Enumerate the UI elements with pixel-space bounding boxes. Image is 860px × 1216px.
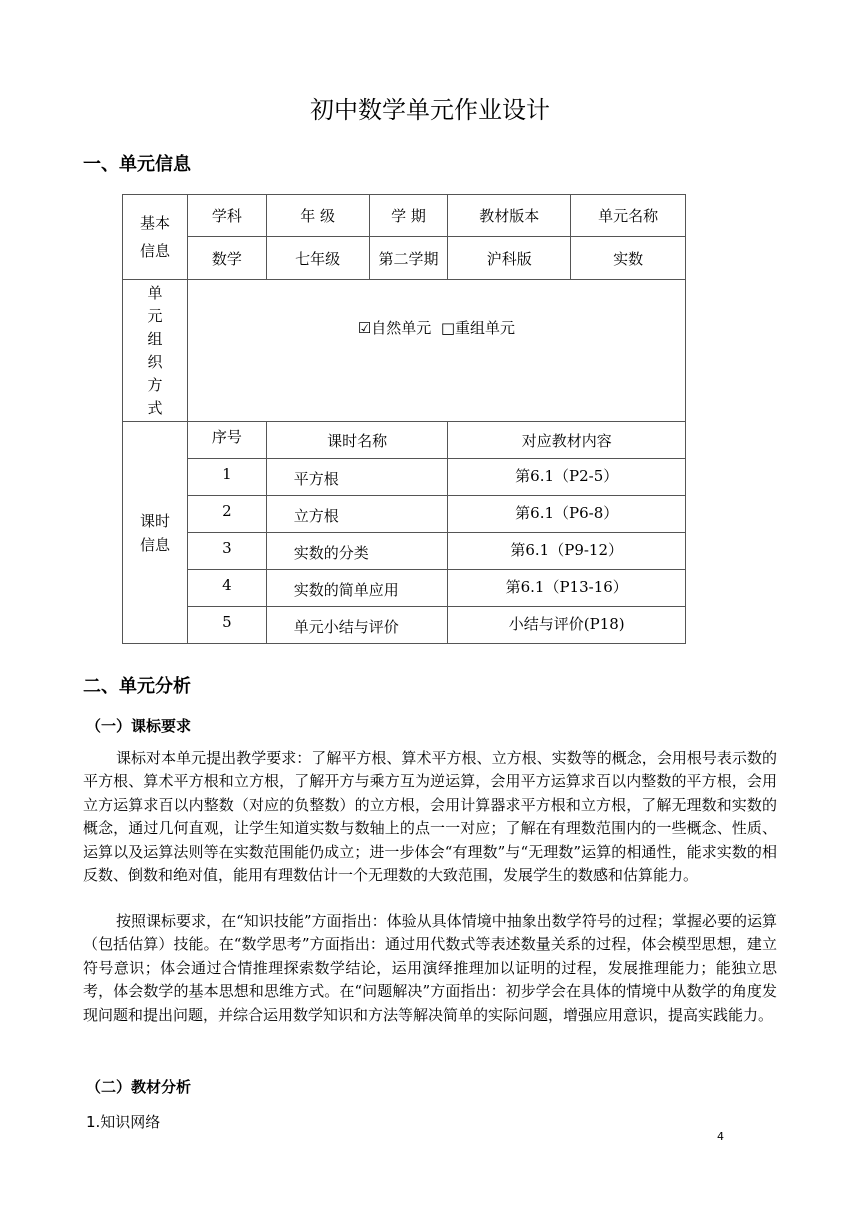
- header-index: 序号: [187, 422, 266, 459]
- lesson-name: 实数的简单应用: [266, 570, 448, 607]
- lesson-index: 3: [187, 533, 266, 570]
- lesson-index: 5: [187, 607, 266, 644]
- table-row: [123, 533, 686, 570]
- basic-info-label: 基本信息: [123, 195, 188, 280]
- natural-unit-checkbox[interactable]: ☑自然单元: [357, 319, 432, 337]
- header-lesson-name: 课时名称: [266, 422, 448, 459]
- subsection-heading-textbook-analysis: （二）教材分析: [86, 1078, 192, 1096]
- lesson-index: 4: [187, 570, 266, 607]
- header-textbook: 教材版本: [448, 195, 571, 237]
- knowledge-network-heading: 1.知识网络: [86, 1113, 161, 1131]
- value-semester: 第二学期: [369, 237, 448, 280]
- header-subject: 学科: [187, 195, 266, 237]
- header-unit-name: 单元名称: [571, 195, 686, 237]
- table-row: [123, 570, 686, 607]
- lesson-name: 实数的分类: [266, 533, 448, 570]
- header-textbook-content: 对应教材内容: [448, 422, 686, 459]
- value-grade: 七年级: [266, 237, 369, 280]
- subsection-heading-curriculum: （一）课标要求: [86, 717, 192, 735]
- org-options: [187, 280, 685, 422]
- value-unit-name: 实数: [571, 237, 686, 280]
- lesson-textbook: 第6.1（P6-8）: [448, 496, 686, 533]
- page-number: 4: [717, 1130, 724, 1143]
- lesson-textbook: 第6.1（P13-16）: [448, 570, 686, 607]
- section-heading-unit-info: 一、单元信息: [83, 154, 191, 175]
- lesson-info-label: 课时信息: [123, 422, 188, 644]
- unit-info-table: [122, 194, 686, 644]
- lesson-index: 2: [187, 496, 266, 533]
- lesson-name: 平方根: [266, 459, 448, 496]
- lesson-index: 1: [187, 459, 266, 496]
- org-label: 单元组织方式: [123, 280, 188, 422]
- table-row: [123, 459, 686, 496]
- lesson-textbook: 第6.1（P2-5）: [448, 459, 686, 496]
- header-grade: 年 级: [266, 195, 369, 237]
- curriculum-paragraph-2: 按照课标要求，在“知识技能”方面指出：体验从具体情境中抽象出数学符号的过程；掌握必要的运算（包括估算）技能。在“数学思考”方面指出：通过用代数式等表述数量关系的过程，体会模型思想，建立符号意识；体会通过合情推理探索数学结论，运用演绎推理加以证明的过程，发展推理能力；能独立思考，体会数学的基本思想和思维方式。在“问题解决”方面指出：初步学会在具体的情境中从数学的角度发现问题和提出问题，并综合运用数学知识和方法等解决简单的实际问题，增强应用意识，提高实践能力。: [83, 912, 777, 1024]
- page-title: 初中数学单元作业设计: [310, 96, 550, 124]
- value-textbook: 沪科版: [448, 237, 571, 280]
- curriculum-paragraph-1: 课标对本单元提出教学要求：了解平方根、算术平方根、立方根、实数等的概念，会用根号表示数的平方根、算术平方根和立方根，了解开方与乘方互为逆运算，会用平方运算求百以内整数的平方根，会用立方运算求百以内整数（对应的负整数）的立方根，会用计算器求平方根和立方根，了解无理数和实数的概念，通过几何直观，让学生知道实数与数轴上的点一一对应；了解在有理数范围内的一些概念、性质、运算以及运算法则等在实数范围能仍成立；进一步体会“有理数”与“无理数”运算的相通性，能求实数的相反数、倒数和绝对值，能用有理数估计一个无理数的大致范围，发展学生的数感和估算能力。: [83, 749, 777, 885]
- lesson-textbook: 第6.1（P9-12）: [448, 533, 686, 570]
- lesson-name: 立方根: [266, 496, 448, 533]
- header-semester: 学 期: [369, 195, 448, 237]
- regroup-unit-checkbox[interactable]: □重组单元: [440, 319, 516, 337]
- section-heading-unit-analysis: 二、单元分析: [83, 676, 191, 697]
- table-row: [123, 496, 686, 533]
- table-row: [123, 607, 686, 644]
- value-subject: 数学: [187, 237, 266, 280]
- lesson-textbook: 小结与评价(P18): [448, 607, 686, 644]
- lesson-name: 单元小结与评价: [266, 607, 448, 644]
